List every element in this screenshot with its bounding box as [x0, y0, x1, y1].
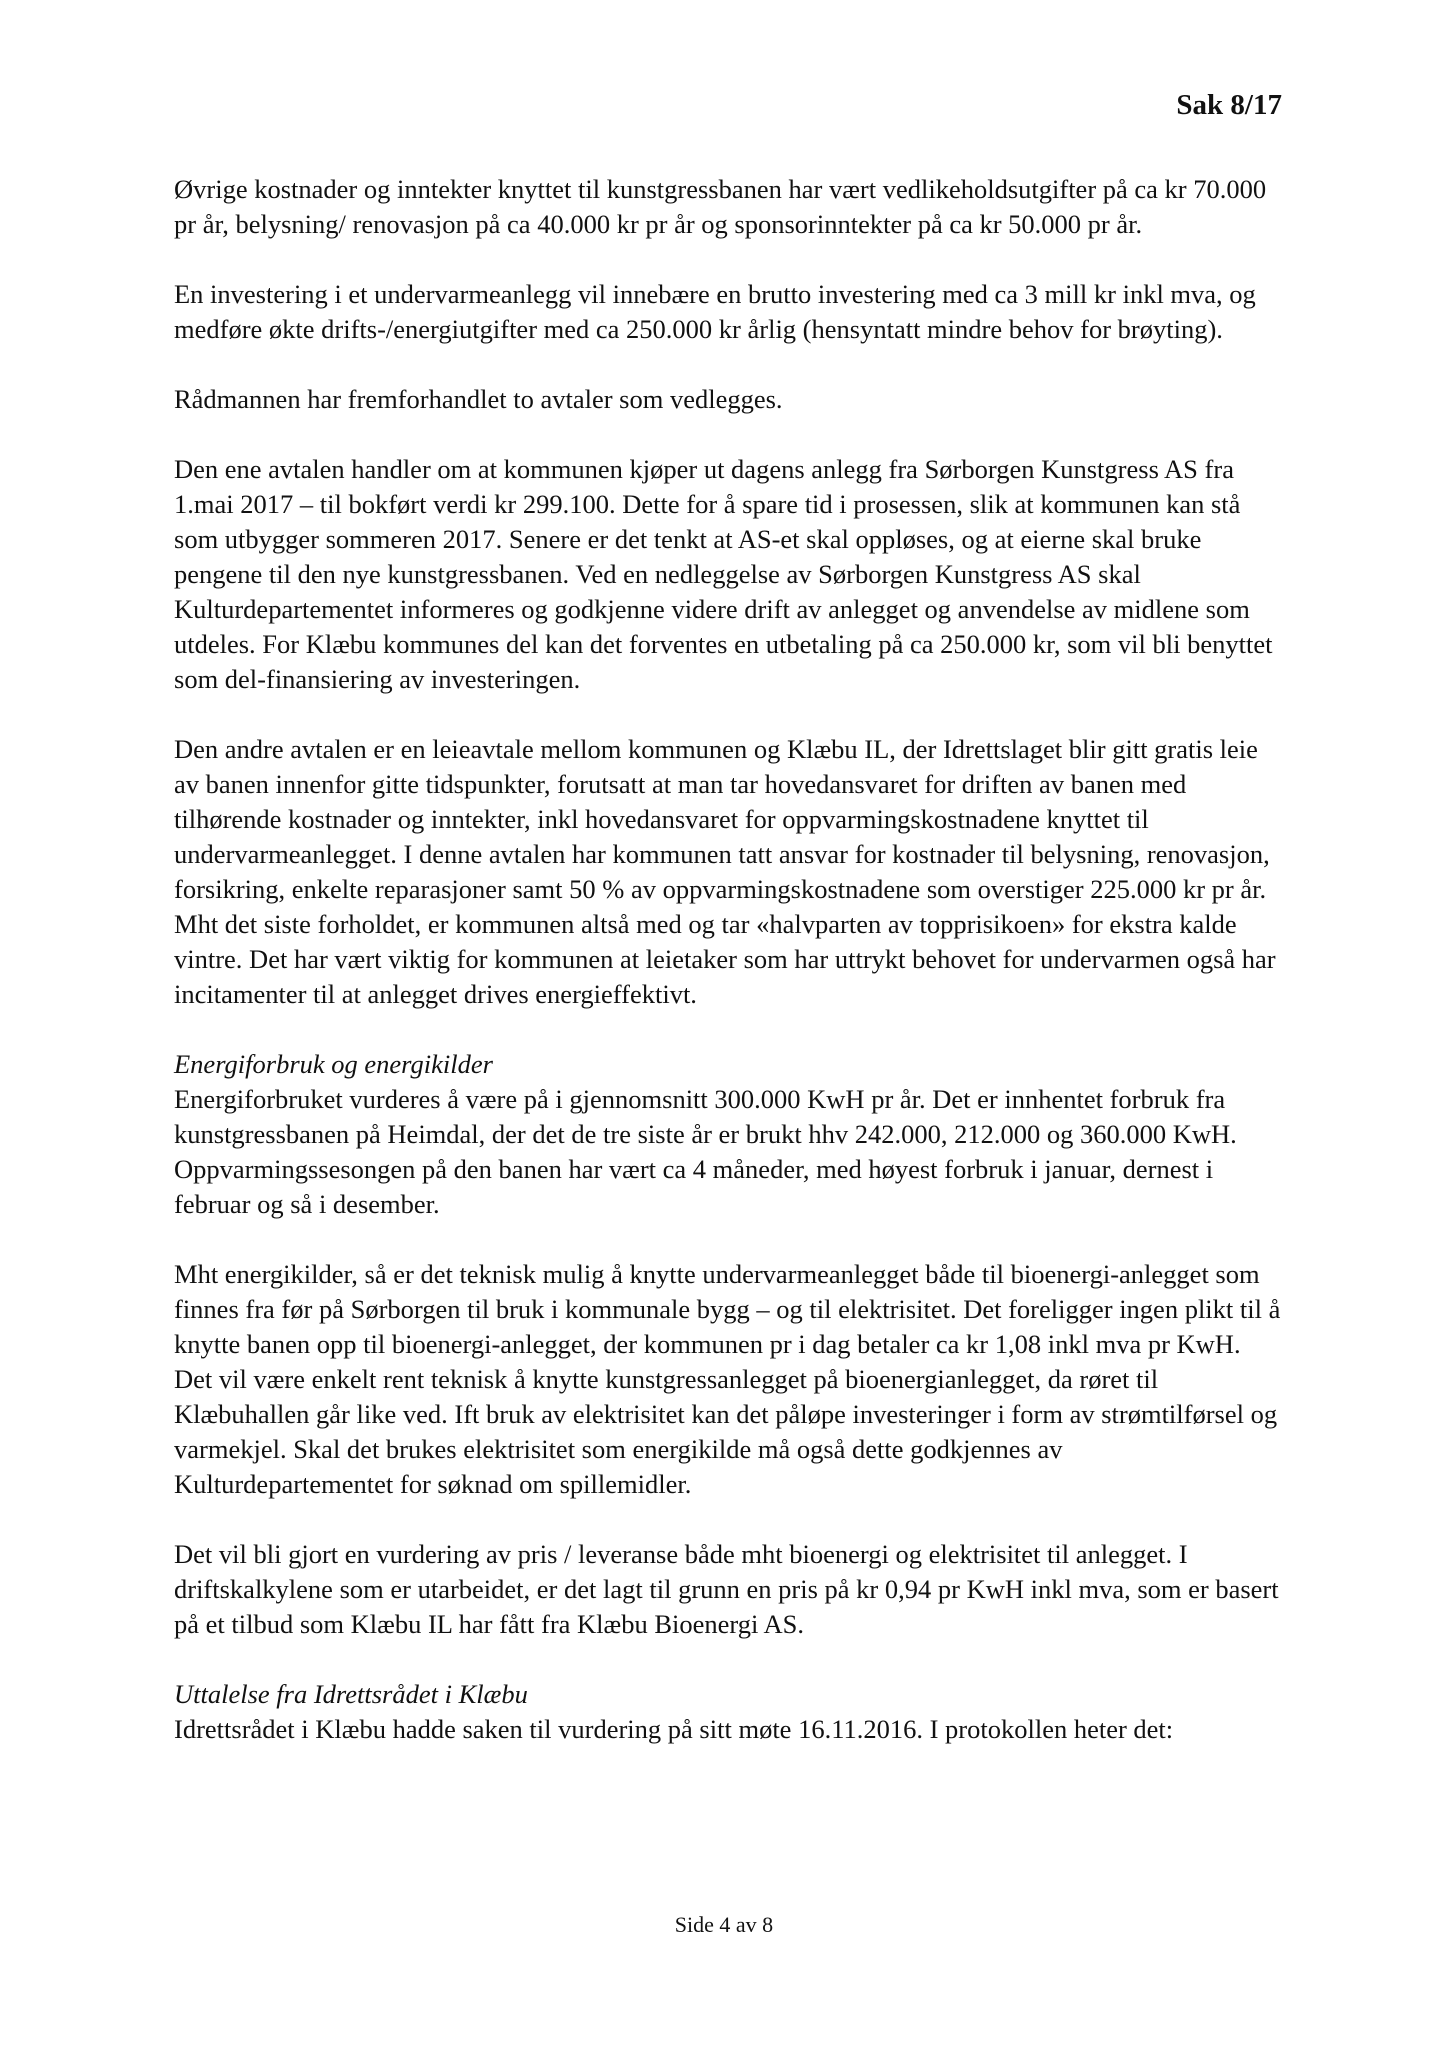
paragraph-lease-agreement: Den andre avtalen er en leieavtale mellom kommunen og Klæbu IL, der Idrettslaget blir gitt gratis leie av banen innenfor gitte tidspunkter, forutsatt at man tar hovedansvaret for driften av banen med tilhørende kostnader og inntekter, inkl hovedansvaret for oppvarmingskostnadene knyttet til undervarmeanlegget. I denne avtalen har kommunen tatt ansvar for kostnader til belysning, renovasjon, forsikring, enkelte reparasjoner samt 50 % av oppvarmingskostnadene som overstiger 225.000 kr pr år. Mht det siste forholdet, er kommunen altså med og tar «halvparten av topprisikoen» for ekstra kalde vintre. Det har vært viktig for kommunen at leietaker som har uttrykt behovet for undervarmen også har incitamenter til at anlegget drives energieffektivt. [174, 734, 1276, 1009]
paragraph-pricing: Det vil bli gjort en vurdering av pris / leveranse både mht bioenergi og elektrisitet til anlegget. I driftskalkylene som er utarbeidet, er det lagt til grunn en pris på kr 0,94 pr KwH inkl mva, som er basert på et tilbud som Klæbu IL har fått fra Klæbu Bioenergi AS. [174, 1539, 1279, 1639]
section-heading-sports-council: Uttalelse fra Idrettsrådet i Klæbu [174, 1679, 528, 1709]
paragraph-energy-consumption: Energiforbruket vurderes å være på i gjennomsnitt 300.000 KwH pr år. Det er innhentet forbruk fra kunstgressbanen på Heimdal, der det de tre siste år er brukt hhv 242.000, 212.000 og 360.000 KwH. Oppvarmingssesongen på den banen har vært ca 4 måneder, med høyest forbruk i januar, dernest i februar og så i desember. [174, 1084, 1237, 1219]
paragraph-purchase-agreement: Den ene avtalen handler om at kommunen kjøper ut dagens anlegg fra Sørborgen Kunstgress AS fra 1.mai 2017 – til bokført verdi kr 299.100. Dette for å spare tid i prosessen, slik at kommunen kan stå som utbygger sommeren 2017. Senere er det tenkt at AS-et skal oppløses, og at eierne skal bruke pengene til den nye kunstgressbanen. Ved en nedleggelse av Sørborgen Kunstgress AS skal Kulturdepartementet informeres og godkjenne videre drift av anlegget og anvendelse av midlene som utdeles. For Klæbu kommunes del kan det forventes en utbetaling på ca 250.000 kr, som vil bli benyttet som del-finansiering av investeringen. [174, 454, 1273, 694]
paragraph-agreements: Rådmannen har fremforhandlet to avtaler som vedlegges. [174, 384, 783, 414]
paragraph-energy-sources: Mht energikilder, så er det teknisk mulig å knytte undervarmeanlegget både til bioenergi-anlegget som finnes fra før på Sørborgen til bruk i kommunale bygg – og til elektrisitet. Det foreligger ingen plikt til å knytte banen opp til bioenergi-anlegget, der kommunen pr i dag betaler ca kr 1,08 inkl mva pr KwH. Det vil være enkelt rent teknisk å knytte kunstgressanlegget på bioenergianlegget, da røret til Klæbuhallen går like ved. Ift bruk av elektrisitet kan det påløpe investeringer i form av strømtilførsel og varmekjel. Skal det brukes elektrisitet som energikilde må også dette godkjennes av Kulturdepartementet for søknad om spillemidler. [174, 1259, 1281, 1499]
paragraph-investment: En investering i et undervarmeanlegg vil innebære en brutto investering med ca 3 mill kr inkl mva, og medføre økte drifts-/energiutgifter med ca 250.000 kr årlig (hensyntatt mindre behov for brøyting). [174, 279, 1256, 344]
section-heading-energy: Energiforbruk og energikilder [174, 1049, 493, 1079]
paragraph-sports-council: Idrettsrådet i Klæbu hadde saken til vurdering på sitt møte 16.11.2016. I protokollen heter det: [174, 1714, 1174, 1744]
paragraph-other-costs: Øvrige kostnader og inntekter knyttet til kunstgressbanen har vært vedlikeholdsutgifter på ca kr 70.000 pr år, belysning/ renovasjon på ca 40.000 kr pr år og sponsorinntekter på ca kr 50.000 pr år. [174, 174, 1267, 239]
case-reference: Sak 8/17 [1176, 89, 1282, 121]
document-body [174, 172, 1284, 1782]
page-number: Side 4 av 8 [674, 1912, 774, 1937]
